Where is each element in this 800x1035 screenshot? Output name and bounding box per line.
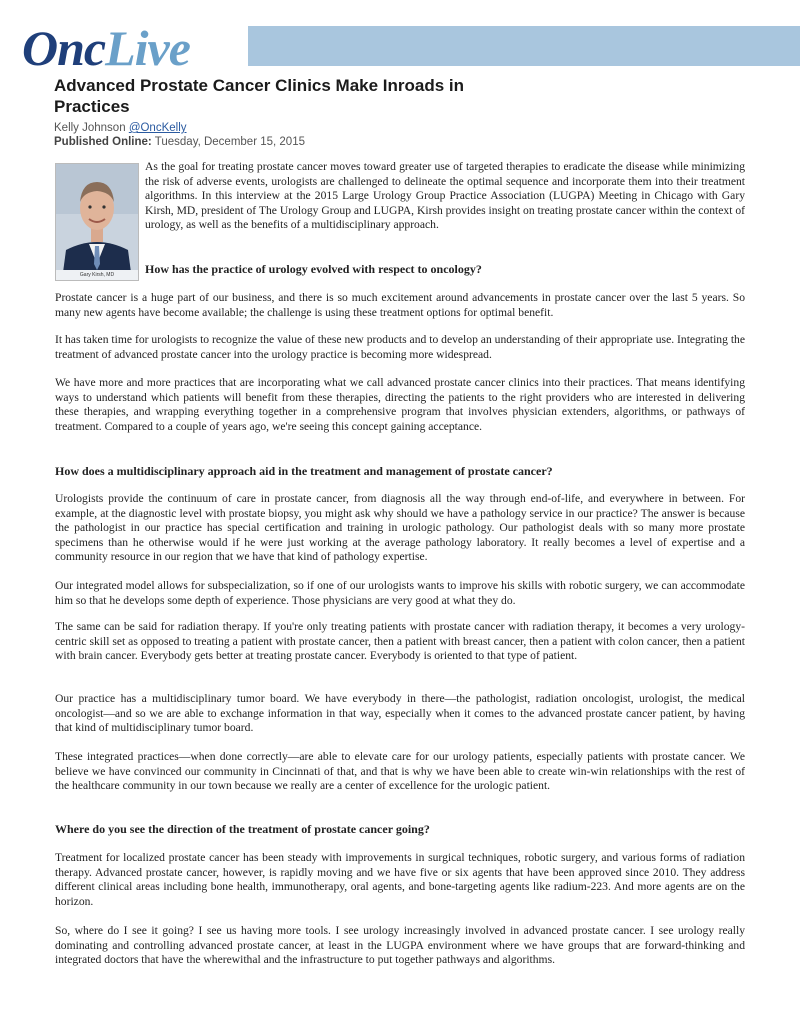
question-2: How does a multidisciplinary approach aid in the treatment and management of prostate cancer? <box>55 464 553 478</box>
photo-caption: Gary Kirsh, MD <box>56 270 138 280</box>
answer-paragraph: These integrated practices—when done correctly—are able to elevate care for our urology patients, especially patients with prostate cancer. We believe we have convinced our community in Cincinnati of that, and that is why we have been able to create win-win relationships with the rest of the healthcare community in our town because we really are a center of excellence for the urologic patient. <box>55 750 745 793</box>
logo-live-text: Live <box>105 20 190 76</box>
article-title: Advanced Prostate Cancer Clinics Make Inroads in Practices <box>54 76 465 116</box>
header-banner <box>248 26 800 66</box>
question-1: How has the practice of urology evolved with respect to oncology? <box>145 262 482 276</box>
published-dateline <box>54 135 305 149</box>
author-photo <box>55 163 139 281</box>
answer-paragraph: Our practice has a multidisciplinary tumor board. We have everybody in there—the pathologist, radiation oncologist, urologist, the medical oncologist—and so we are able to exchange information in that way, especially when it comes to the advanced prostate cancer patient, by having that kind of multidisciplinary tumor board. <box>55 692 745 735</box>
answer-paragraph: Treatment for localized prostate cancer has been steady with improvements in surgical techniques, robotic surgery, and various forms of radiation therapy. Advanced prostate cancer, however, is rapidly moving and we have five or six agents that have been approved since 2010. They address different clinical areas including bone health, immunotherapy, oral agents, and bone-targeting agents like radium-223. And more agents are on the horizon. <box>55 851 745 908</box>
byline <box>54 121 187 135</box>
answer-paragraph: It has taken time for urologists to recognize the value of these new products and to develop an understanding of their appropriate use. Integrating the treatment of advanced prostate cancer into the urology practice is becoming more widespread. <box>55 333 745 361</box>
answer-paragraph: Our integrated model allows for subspecialization, so if one of our urologists wants to improve his skills with robotic surgery, we can accommodate him so that he develops some depth of experience. Those physicians are very good at what they do. <box>55 579 745 607</box>
answer-paragraph: Prostate cancer is a huge part of our business, and there is so much excitement around advancements in prostate cancer over the last 5 years. So many new agents have become available; the challenge is using these treatment options for optimal benefit. <box>55 291 745 319</box>
published-date: Tuesday, December 15, 2015 <box>154 136 305 148</box>
author-handle-link[interactable]: @OncKelly <box>128 122 187 134</box>
portrait-image <box>56 164 138 280</box>
onclive-logo[interactable] <box>22 18 190 78</box>
logo-onc-text: Onc <box>22 20 106 76</box>
answer-paragraph: We have more and more practices that are incorporating what we call advanced prostate cancer clinics into their practices. That means identifying ways to understand which patients will benefit from these therapies, directing the patients to the right providers who are interested in delivering these therapies, and wrapping everything together in a comprehensive program that involves physician extenders, algorithms, or pathways of treatment. Compared to a couple of years ago, we're seeing this concept gaining acceptance. <box>55 376 745 433</box>
published-label: Published Online: <box>54 136 152 148</box>
answer-paragraph: Urologists provide the continuum of care in prostate cancer, from diagnosis all the way through end-of-life, and everywhere in between. For example, at the diagnostic level with prostate biopsy, you might ask why should we have a pathology service in our practice? The answer is because the pathologist in our practice has special certification and training in urologic pathology. Our pathologist deals with so many more prostate specimens than he otherwise would if he were just working at the average pathology laboratory. It really becomes a level of expertise and a community resource in our region that we have that kind of pathology expertise. <box>55 492 745 564</box>
author-name: Kelly Johnson <box>54 122 126 134</box>
intro-paragraph: As the goal for treating prostate cancer moves toward greater use of targeted therapies to eradicate the disease while minimizing the risk of adverse events, urologists are challenged to delineate the optimal sequence and incorporate them into their treatment algorithms. In this interview at the 2015 Large Urology Group Practice Association (LUGPA) Meeting in Chicago with Gary Kirsh, MD, president of The Urology Group and LUGPA, Kirsh provides insight on treating prostate cancer within the context of urology, as well as the benefits of a multidisciplinary approach. <box>145 160 745 232</box>
answer-paragraph: So, where do I see it going? I see us having more tools. I see urology increasingly involved in advanced prostate cancer. I see urology really dominating and controlling advanced prostate cancer, at least in the LUGPA environment where we have groups that are forward-thinking and integrated doctors that have the wherewithal and the infrastructure to put together pathways and algorithms. <box>55 924 745 967</box>
answer-paragraph: The same can be said for radiation therapy. If you're only treating patients with prostate cancer with radiation therapy, it becomes a very urology-centric skill set as opposed to treating a patient with prostate cancer, then a patient with breast cancer, then a patient with colon cancer, then a patient with brain cancer. Everybody gets better at treating prostate cancer. Everybody is oriented to that type of patient. <box>55 620 745 663</box>
question-3: Where do you see the direction of the treatment of prostate cancer going? <box>55 822 430 836</box>
